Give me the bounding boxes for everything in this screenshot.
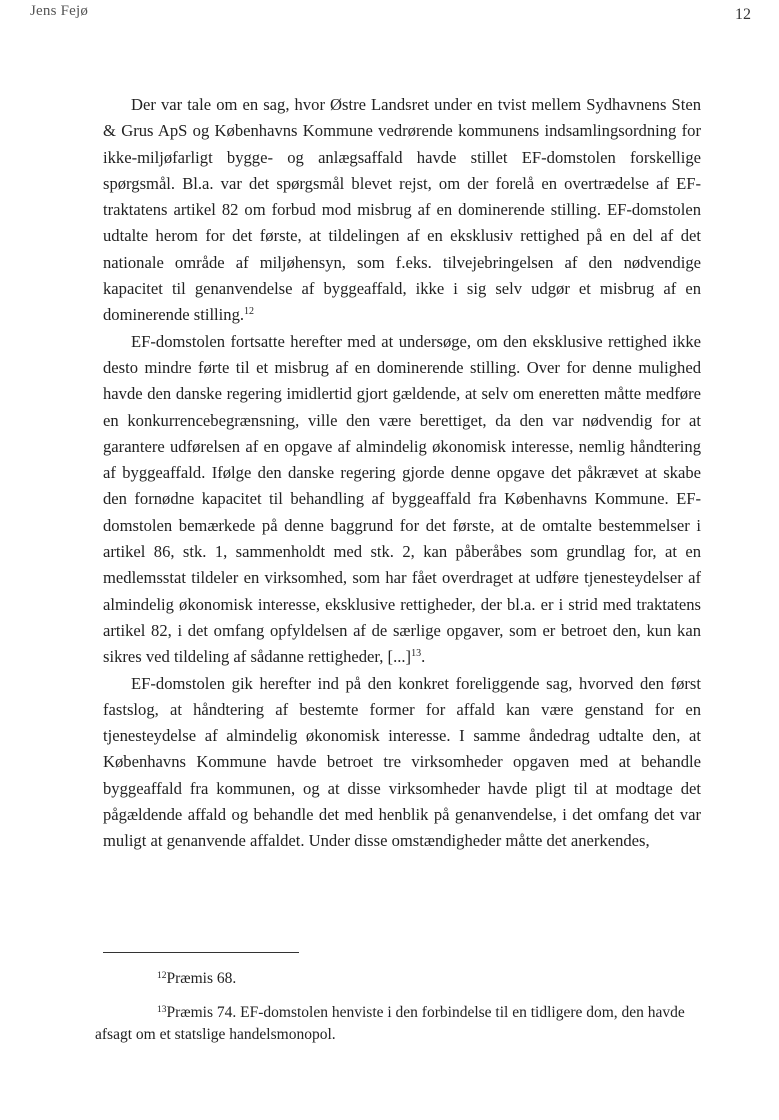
paragraph-text: Der var tale om en sag, hvor Østre Landsret under en tvist mellem Sydhavnens Sten & Grus ApS og Københavns Kommune vedrørende kommunens indsamlingsordning for ikke-miljøfarligt bygge- og anlægsaffald havde stillet EF-domstolen forskellige spørgsmål. Bl.a. var det spørgsmål blevet rejst, om der forelå en overtrædelse af EF-traktatens artikel 82 om forbud mod misbrug af en dominerende stilling. EF-domstolen udtalte herom for det første, at tildelingen af en eksklusiv rettighed på en del af det nationale område af miljøhensyn, som f.eks. tilvejebringelsen af den nødvendige kapacitet til genanvendelse af byggeaffald, ikke i sig selv udgør et misbrug af en dominerende stilling. (103, 95, 701, 325)
footnote-number: 12 (157, 971, 167, 981)
footnote-text: Præmis 68. (166, 970, 237, 987)
paragraph-2 (103, 329, 701, 671)
paragraph-text: EF-domstolen fortsatte herefter med at undersøge, om den eksklusive rettighed ikke desto mindre førte til et misbrug af en dominerende stilling. Over for denne mulighed havde den danske regering imidlertid gjort gældende, at selv om eneretten måtte medføre en konkurrencebegrænsning, ville den være berettiget, da den var nødvendig for at garantere udførelsen af en opgave af almindelig økonomisk interesse, nemlig håndtering af byggeaffald. Ifølge den danske regering gjorde denne opgave det påkrævet at skabe den fornødne kapacitet til behandling af byggeaffald fra Københavns Kommune. EF-domstolen bemærkede på denne baggrund for det første, at de omtalte bestemmelser i artikel 86, stk. 1, sammenholdt med stk. 2, kan påberåbes som grundlag for, at en medlemsstat tildeler en virksomhed, som har fået overdraget at udføre tjenesteydelser af almindelig økonomisk interesse, eksklusive rettigheder, der bl.a. er i strid med traktatens artikel 82, i det omfang opfyldelsen af de særlige opgaver, som er betroet den, kun kan sikres ved tildeling af sådanne rettigheder, [...] (103, 331, 701, 667)
footnotes (95, 968, 695, 1058)
footnote-number: 13 (157, 1005, 167, 1015)
paragraph-tail: . (421, 647, 426, 667)
footnote-12 (95, 968, 695, 990)
body-text (103, 92, 701, 855)
footnote-ref-13: 13 (411, 648, 422, 660)
paragraph-3 (103, 671, 701, 855)
footnote-text: Præmis 74. EF-domstolen henviste i den forbindelse til en tidligere dom, den havde afsagt om et statslige handelsmonopol. (95, 1004, 685, 1043)
paragraph-1 (103, 92, 701, 329)
page-number: 12 (735, 6, 751, 23)
footnote-separator (103, 952, 299, 953)
paragraph-text: EF-domstolen gik herefter ind på den konkret foreliggende sag, hvorved den først fastslog, at håndtering af bestemte former for affald kan være genstand for en tjenesteydelse af almindelig økonomisk interesse. I samme åndedrag udtalte den, at Københavns Kommune havde betroet tre virksomheder opgaven med at behandle byggeaffald fra kommunen, og at disse virksomheder havde pligt til at modtage det pågældende affald og behandle det med henblik på genanvendelse, i det omfang det var muligt at genanvende affaldet. Under disse omstændigheder måtte det anerkendes, (103, 673, 701, 851)
running-header-author: Jens Fejø (30, 3, 89, 19)
footnote-ref-12: 12 (244, 306, 255, 318)
footnote-13 (95, 1002, 695, 1046)
